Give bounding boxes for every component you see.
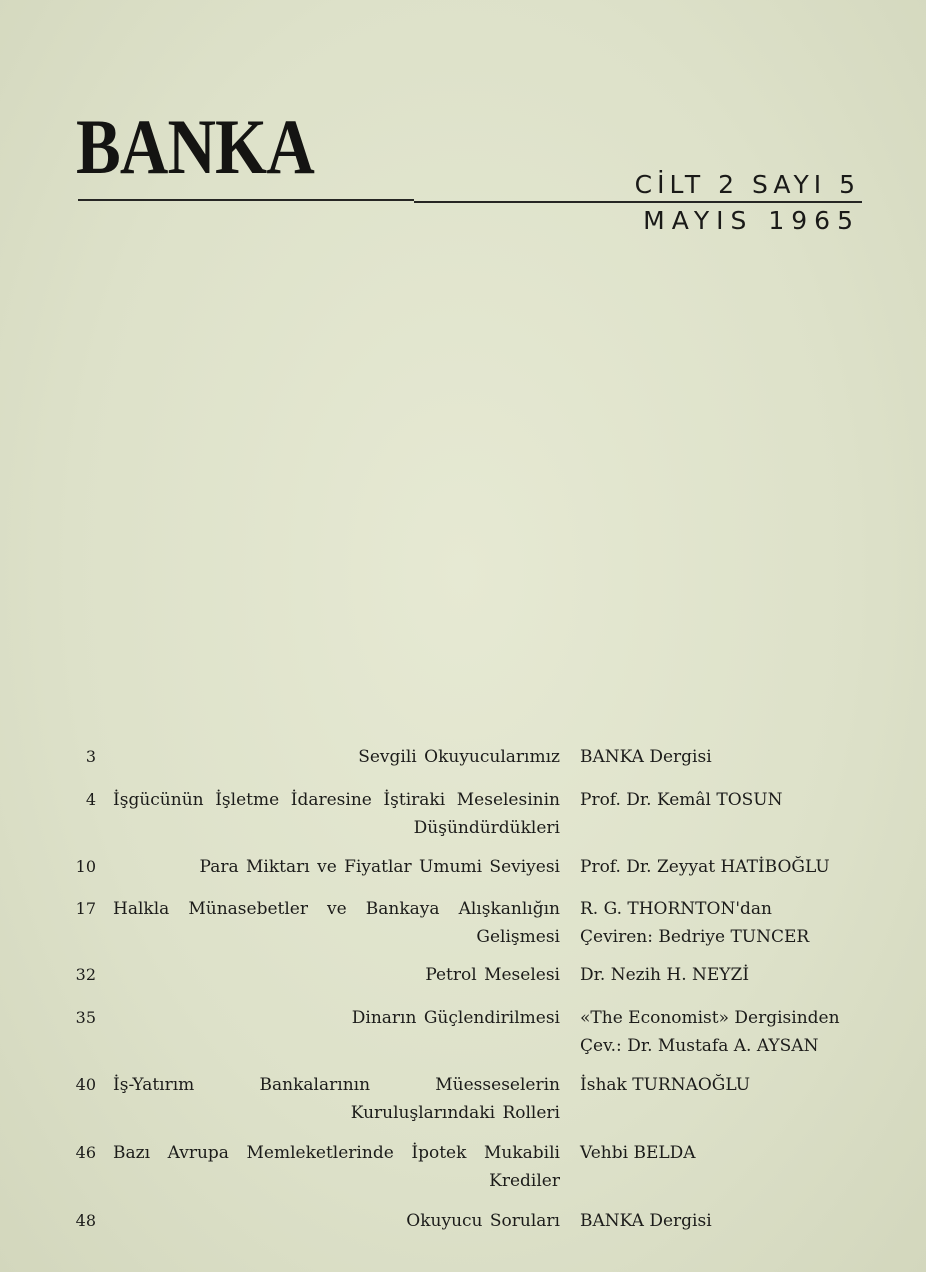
issue-date: MAYIS 1965 [643,206,860,235]
volume-issue: CİLT 2 SAYI 5 [634,170,860,199]
toc-article-title: Dinarın Güçlendirilmesi [351,1008,560,1028]
toc-page-number: 46 [75,1143,96,1162]
toc-page-number: 10 [75,857,96,876]
toc-article-title: Bazı Avrupa Memleketlerinde İpotek Mukabili Krediler [113,1143,560,1191]
toc-page-number: 4 [85,790,96,809]
toc-author: «The Economist» Dergisinden Çev.: Dr. Mustafa A. AYSAN [580,1008,840,1056]
toc-page-number: 3 [85,747,96,766]
toc-article-title: İşgücünün İşletme İdaresine İştiraki Meselesinin Düşündürdükleri [113,790,560,838]
toc-author: Prof. Dr. Kemâl TOSUN [580,790,783,810]
toc-page-number: 32 [75,965,96,984]
toc-author: Dr. Nezih H. NEYZİ [580,965,750,985]
toc-article-title: Okuyucu Soruları [406,1211,560,1231]
toc-article-title: Petrol Meselesi [425,965,560,985]
toc-author: BANKA Dergisi [580,747,712,767]
toc-page-number: 35 [75,1008,96,1027]
toc-page-number: 48 [75,1211,96,1230]
magazine-title: BANKA [76,103,314,190]
toc-article-title: Halkla Münasebetler ve Bankaya Alışkanlığın Gelişmesi [113,899,560,947]
toc-author: BANKA Dergisi [580,1211,712,1231]
toc-page-number: 17 [75,899,96,918]
toc-author: Prof. Dr. Zeyyat HATİBOĞLU [580,857,830,877]
toc-author: İshak TURNAOĞLU [580,1075,751,1095]
toc-author: R. G. THORNTON'dan Çeviren: Bedriye TUNCER [580,899,810,947]
toc-article-title: Para Miktarı ve Fiyatlar Umumi Seviyesi [199,857,560,877]
toc-article-title: Sevgili Okuyucularımız [358,747,560,767]
toc-author: Vehbi BELDA [580,1143,696,1163]
toc-page-number: 40 [75,1075,96,1094]
toc-article-title: İş-Yatırım Bankalarının Müesseselerin Kuruluşlarındaki Rolleri [113,1075,560,1123]
